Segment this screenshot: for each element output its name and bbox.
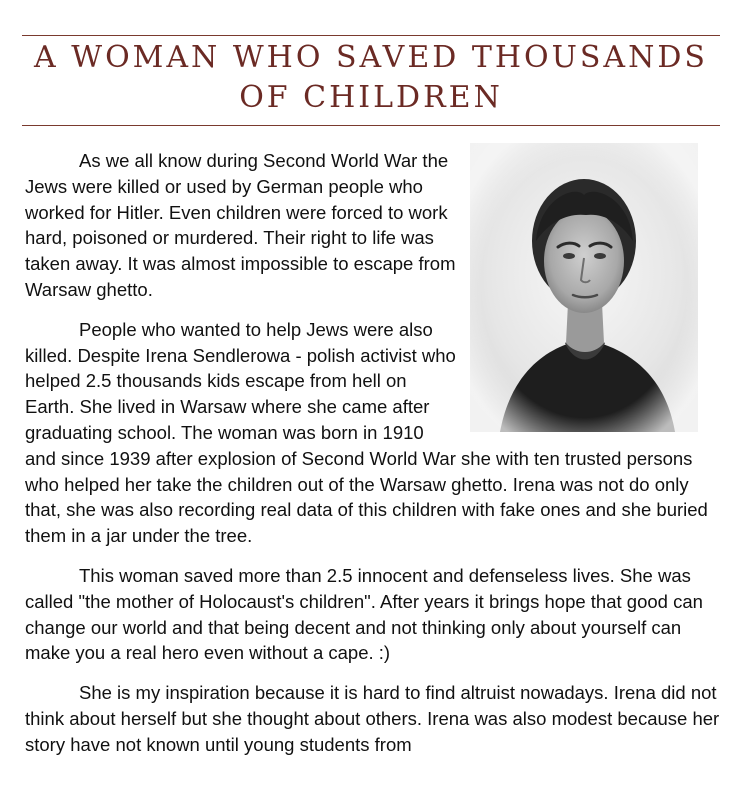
portrait-photo <box>470 143 698 432</box>
paragraph-3: This woman saved more than 2.5 innocent and defenseless lives. She was called "the mother of Holocaust's children". After years it brings hope that good can change our world and that being decent and not thinking only about yourself can make you a real hero even without a cape. :) <box>25 564 703 664</box>
paragraph-2: People who wanted to help Jews were also killed. Despite Irena Sendlerowa - polish activist who helped 2.5 thousands kids escape from hell on Earth. She lived in Warsaw where she came after graduating school. The woman was born in 1910 and since 1939 after explosion of Second World War she with ten trusted persons who helped her take the children out of the Warsaw ghetto. Irena was not do only that, she was also recording real data of this children with fake ones and she buried them in a jar under the tree. <box>25 318 708 547</box>
title-top-rule <box>22 35 720 36</box>
portrait-illustration <box>470 143 698 432</box>
paragraph-4: She is my inspiration because it is hard to find altruist nowadays. Irena did not think about herself but she thought about others. Irena was also modest because her story have not known until young students from <box>25 682 720 755</box>
title-line-2: OF CHILDREN <box>239 80 503 115</box>
title-bottom-rule <box>22 125 720 126</box>
article-body <box>25 148 720 772</box>
paragraph-1: As we all know during Second World War the Jews were killed or used by German people who worked for Hitler. Even children were forced to work hard, poisoned or murdered. Their right to life was taken away. It was almost impossible to escape from Warsaw ghetto. <box>25 150 456 300</box>
title-line-1: A WOMAN WHO SAVED THOUSANDS <box>34 40 708 75</box>
article-title <box>22 38 720 118</box>
